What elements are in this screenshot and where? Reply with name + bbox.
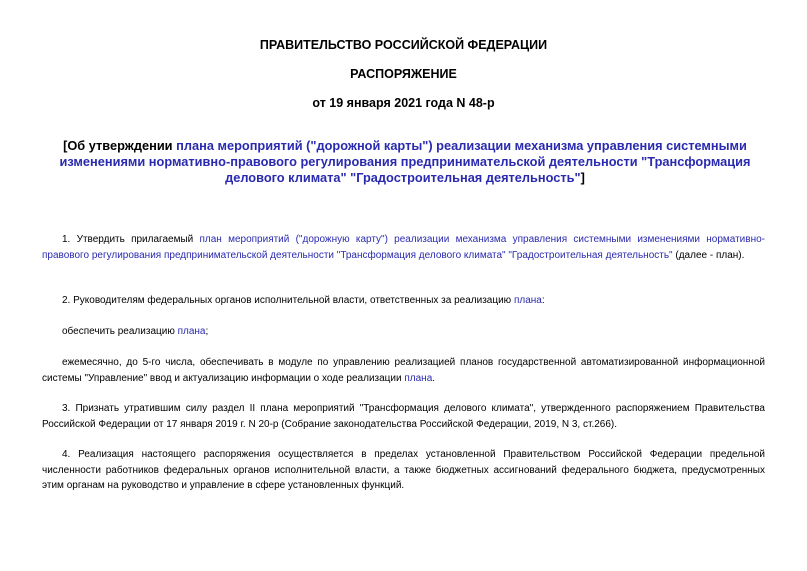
document-type-heading: РАСПОРЯЖЕНИЕ: [350, 67, 457, 81]
p1-text-before: 1. Утвердить прилагаемый: [62, 234, 200, 245]
title-plan-link[interactable]: плана мероприятий ("дорожной карты") реализации механизма управления системными изменениями нормативно-правового регулирования предпринимательской деятельности "Трансформация делового климата" "Градостроительная деятельность": [59, 138, 751, 185]
p1-text-after: (далее - план).: [672, 249, 745, 261]
title-close: ]: [580, 170, 585, 185]
p1-plan-link[interactable]: план мероприятий ("дорожную карту") реализации механизма управления системными изменениями нормативно-правового регулирования предпринимательской деятельности "Трансформация делового климата" "Градостроительная деятельность": [42, 234, 765, 261]
p2-plan-link[interactable]: плана: [513, 295, 542, 306]
paragraph-4: [42, 355, 765, 386]
p3-plan-link[interactable]: плана: [177, 326, 206, 337]
paragraph-5: 3. Признать утратившим силу раздел II плана мероприятий "Трансформация делового климата", утвержденного распоряжением Правительства Российской Федерации от 17 января 2019 г. N 20-р (Собрание законодательства Российской Федерации, 2019, N 3, ст.266).: [42, 403, 765, 430]
title-open: [Об утверждении: [63, 138, 177, 153]
p4-text-before: ежемесячно, до 5-го числа, обеспечивать в модуле по управлению реализацией планов государственной автоматизированной информационной системы "Управление" ввод и актуализацию информации о ходе реализации: [42, 357, 765, 384]
document-title: [40, 138, 770, 186]
p2-text-after: :: [541, 295, 545, 306]
paragraph-1: [42, 232, 765, 263]
p4-text-after: .: [432, 372, 436, 384]
paragraph-6: 4. Реализация настоящего распоряжения осуществляется в пределах установленной Правительством Российской Федерации предельной численности работников федеральных органов исполнительной власти, а также бюджетных ассигнований федерального бюджета, предусмотренных этим органам на руководство и управление в сфере установленных функций.: [42, 449, 765, 491]
government-heading: ПРАВИТЕЛЬСТВО РОССИЙСКОЙ ФЕДЕРАЦИИ: [259, 38, 548, 52]
p2-text-before: 2. Руководителям федеральных органов исполнительной власти, ответственных за реализацию: [62, 295, 514, 306]
p3-text-after: ;: [205, 326, 209, 337]
date-number-heading: от 19 января 2021 года N 48-р: [312, 96, 495, 110]
p3-text-before: обеспечить реализацию: [62, 326, 178, 337]
paragraph-3: [42, 324, 765, 340]
p4-plan-link[interactable]: плана: [404, 372, 433, 384]
paragraph-2: [42, 293, 765, 309]
